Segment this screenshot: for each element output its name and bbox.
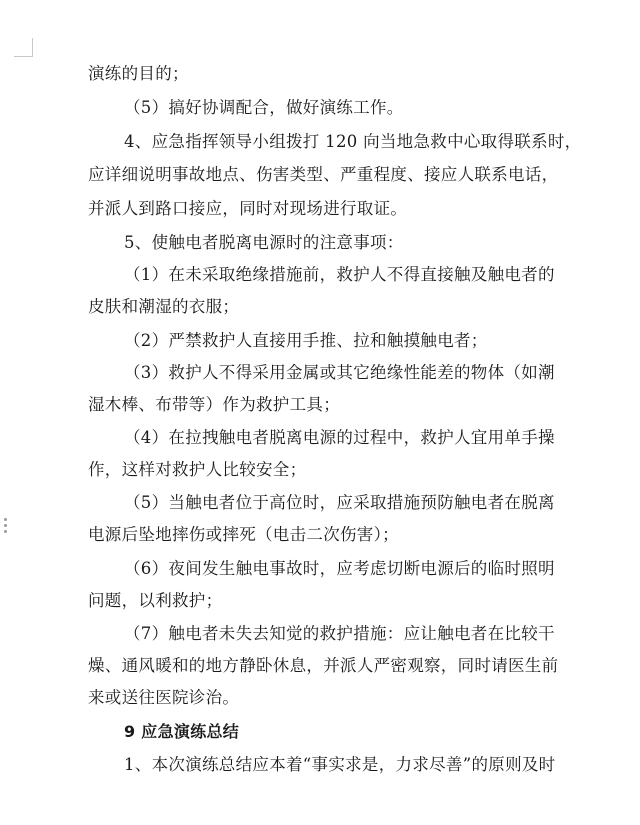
- text-line: （5）搞好协调配合，做好演练工作。: [124, 98, 404, 117]
- text-line: 5、使触电者脱离电源时的注意事项：: [124, 233, 404, 252]
- text-line: （2）严禁救护人直接用手推、拉和触摸触电者；: [124, 331, 488, 350]
- text-line: （1）在未采取绝缘措施前，救护人不得直接触及触电者的: [124, 265, 555, 284]
- text-line: 来或送往医院诊治。: [88, 688, 240, 707]
- text-line: 燥、通风暖和的地方静卧休息，并派人严密观察，同时请医生前: [88, 656, 559, 675]
- text-line: 作，这样对救护人比较安全；: [88, 460, 307, 479]
- text-line: 1、本次演练总结应本着“事实求是，力求尽善”的原则及时: [124, 755, 556, 774]
- text-line: 湿木棒、布带等）作为救护工具；: [88, 395, 340, 414]
- text-line: （5）当触电者位于高位时，应采取措施预防触电者在脱离: [124, 493, 555, 512]
- section-heading: 9 应急演练总结: [124, 722, 240, 741]
- margin-handle-icon[interactable]: [4, 518, 8, 533]
- text-line: 并派人到路口接应，同时对现场进行取证。: [88, 199, 408, 218]
- text-line: （6）夜间发生触电事故时，应考虑切断电源后的临时照明: [124, 559, 555, 578]
- text-line: 电源后坠地摔伤或摔死（电击二次伤害）；: [88, 525, 399, 544]
- text-line: （3）救护人不得采用金属或其它绝缘性能差的物体（如潮: [124, 363, 555, 382]
- text-line: 4、应急指挥领导小组拨打 120 向当地急救中心取得联系时，: [124, 132, 582, 151]
- text-line: 皮肤和潮湿的衣服；: [88, 297, 240, 316]
- text-line: 演练的目的；: [88, 64, 189, 83]
- text-line: （4）在拉拽触电者脱离电源的过程中，救护人宜用单手操: [124, 428, 555, 447]
- page-corner-marker: [14, 38, 33, 57]
- text-line: 问题，以利救护；: [88, 591, 223, 610]
- text-line: 应详细说明事故地点、伤害类型、严重程度、接应人联系电话，: [88, 165, 559, 184]
- text-line: （7）触电者未失去知觉的救护措施：应让触电者在比较干: [124, 624, 555, 643]
